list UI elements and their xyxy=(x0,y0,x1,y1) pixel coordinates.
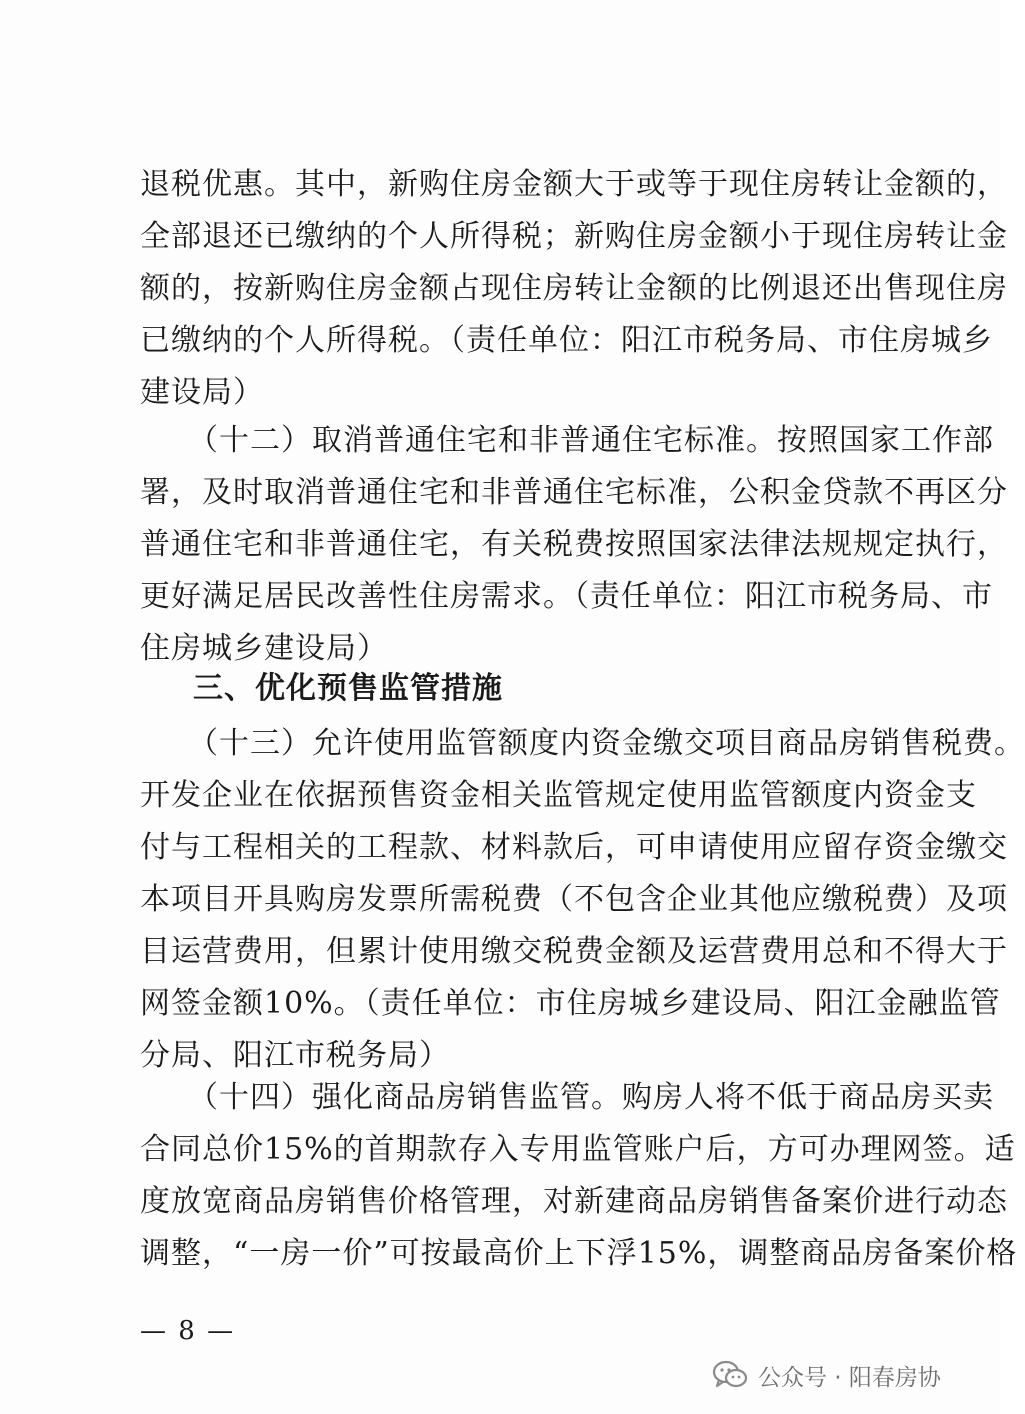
paragraph-line: 署，及时取消普通住宅和非普通住宅标准，公积金贷款不再区分 xyxy=(140,475,1008,510)
wechat-icon xyxy=(712,1359,748,1391)
paragraph-line: 网签金额10%。（责任单位：市住房城乡建设局、阳江金融监管 xyxy=(140,986,1001,1021)
paragraph-item-13 xyxy=(140,718,1025,1082)
paragraph-line: 更好满足居民改善性住房需求。（责任单位：阳江市税务局、市 xyxy=(140,579,993,614)
paragraph-line: 住房城乡建设局） xyxy=(140,631,388,666)
paragraph-tax-refund xyxy=(140,159,1008,419)
paragraph-line: （十二）取消普通住宅和非普通住宅标准。按照国家工作部 xyxy=(188,423,994,458)
paragraph-line: 调整，“一房一价”可按最高价上下浮15%，调整商品房备案价格 xyxy=(140,1236,1018,1271)
paragraph-line: 度放宽商品房销售价格管理，对新建商品房销售备案价进行动态 xyxy=(140,1184,1008,1219)
paragraph-line: 普通住宅和非普通住宅，有关税费按照国家法律法规规定执行， xyxy=(140,527,1008,562)
paragraph-line: 已缴纳的个人所得税。（责任单位：阳江市税务局、市住房城乡 xyxy=(140,323,993,358)
paragraph-line: 本项目开具购房发票所需税费（不包含企业其他应缴税费）及项 xyxy=(140,882,1008,917)
watermark-text: 公众号 · 阳春房协 xyxy=(758,1364,941,1391)
watermark xyxy=(712,1355,941,1395)
paragraph-line: 建设局） xyxy=(140,375,264,410)
paragraph-line: 全部退还已缴纳的个人所得税；新购住房金额小于现住房转让金 xyxy=(140,219,1008,254)
paragraph-line: 退税优惠。其中，新购住房金额大于或等于现住房转让金额的， xyxy=(140,167,1008,202)
paragraph-line: （十四）强化商品房销售监管。购房人将不低于商品房买卖 xyxy=(188,1080,994,1115)
paragraph-line: 付与工程相关的工程款、材料款后，可申请使用应留存资金缴交 xyxy=(140,830,1008,865)
paragraph-item-14 xyxy=(140,1072,1018,1280)
paragraph-item-12 xyxy=(140,415,1008,675)
paragraph-line: 目运营费用，但累计使用缴交税费金额及运营费用总和不得大于 xyxy=(140,934,1008,969)
section-heading: 三、优化预售监管措施 xyxy=(193,671,503,706)
paragraph-line: （十三）允许使用监管额度内资金缴交项目商品房销售税费。 xyxy=(188,726,1025,761)
paragraph-line: 分局、阳江市税务局） xyxy=(140,1038,450,1073)
paragraph-line: 额的，按新购住房金额占现住房转让金额的比例退还出售现住房 xyxy=(140,271,1008,306)
paragraph-line: 开发企业在依据预售资金相关监管规定使用监管额度内资金支 xyxy=(140,778,977,813)
page-number: — 8 — xyxy=(140,1316,236,1346)
paragraph-line: 合同总价15%的首期款存入专用监管账户后，方可办理网签。适 xyxy=(140,1132,1016,1167)
